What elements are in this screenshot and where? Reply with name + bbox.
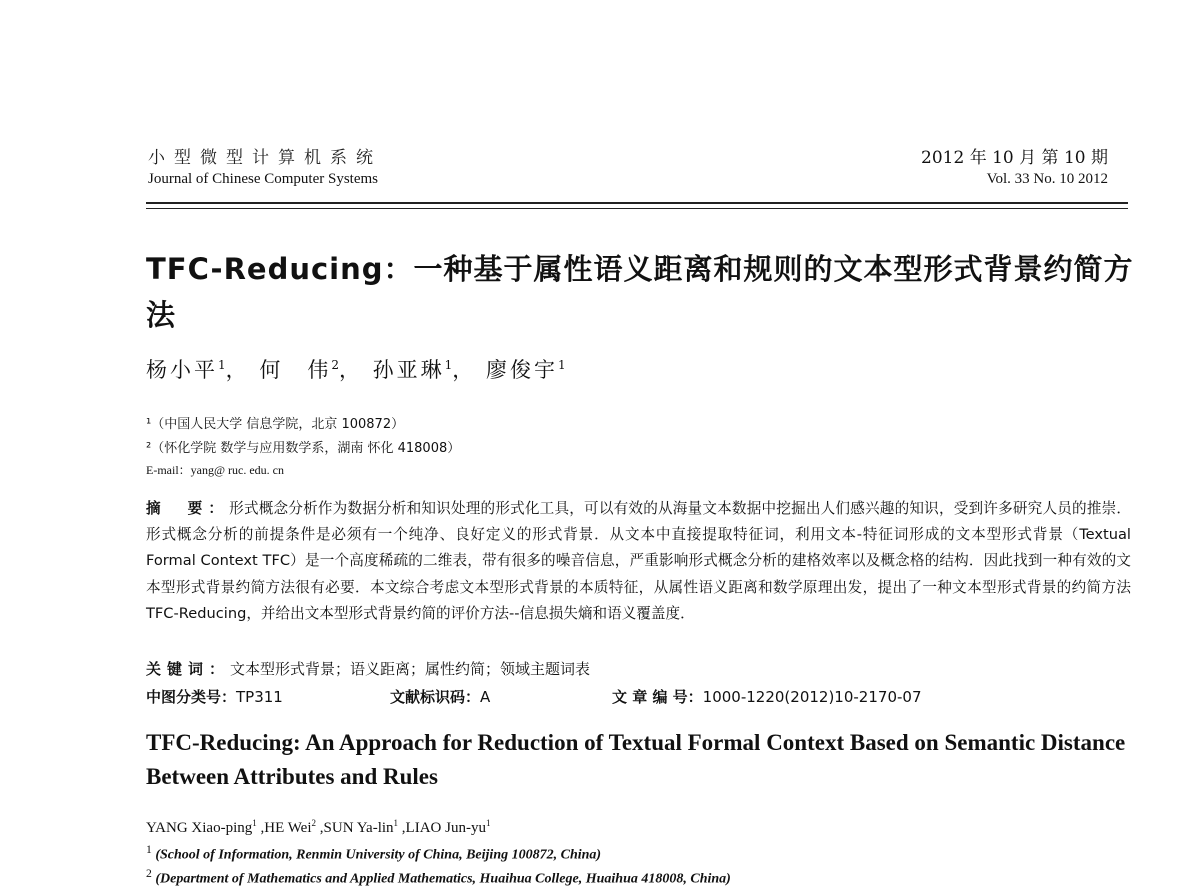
abstract-label: 摘 要： (146, 500, 230, 517)
article-no-label: 文 章 编 号： (612, 688, 703, 706)
affiliation-cn-2: ²（怀化学院 数学与应用数学系，湖南 怀化 418008） (146, 441, 461, 456)
author-name: 何 伟 (259, 358, 332, 382)
keywords-label: 关键词： (146, 660, 231, 678)
document-code (390, 686, 490, 707)
affiliation-en-1 (146, 843, 601, 864)
author-affiliation-mark: 1 (485, 818, 491, 828)
author-affiliation-mark: 1 (444, 358, 453, 372)
author-affiliation-mark: 1 (218, 358, 226, 372)
author-name-en: SUN Ya-lin (323, 820, 394, 836)
clc-label: 中图分类号： (146, 688, 237, 706)
author-affiliation-mark: 2 (311, 818, 317, 828)
author-affiliation-mark: 1 (557, 358, 566, 372)
header-rule-thick (146, 202, 1128, 204)
author-name-en: YANG Xiao-ping (146, 820, 253, 836)
article-no-value: 1000-1220(2012)10-2170-07 (702, 688, 922, 706)
author-list-en: YANG Xiao-ping$^1$ ,HE Wei$^2$ ,SUN Ya-lin$^1$ ,LIAO Jun-$yu^1$ (146, 818, 491, 836)
author-name: 孙亚琳 (372, 358, 445, 382)
author-name-en: LIAO Jun-yu (405, 820, 486, 836)
doc-code-label: 文献标识码： (390, 688, 481, 706)
affiliation-text: (School of Information, Renmin University of China, Beijing 100872, China) (155, 847, 602, 863)
issue-date-cn: 2012 年 10 月 第 10 期 (921, 148, 1108, 168)
affiliation-number: 1 (146, 843, 152, 856)
author-name-en: HE Wei (264, 820, 312, 836)
clc-value: TP311 (236, 688, 283, 706)
volume-number: Vol. 33 No. 10 2012 (986, 171, 1108, 187)
affiliation-number: 2 (146, 867, 152, 880)
paper-title-cn: TFC-Reducing：一种基于属性语义距离和规则的文本型形式背景约简方法 (146, 252, 1134, 332)
header-rule-thin (146, 208, 1128, 209)
email-address: E-mail：yang@ ruc. edu. cn (146, 463, 285, 477)
author-name: 杨小平 (146, 358, 218, 382)
article-number (612, 686, 921, 707)
affiliation-text: (Department of Mathematics and Applied Mathematics, Huaihua College, Huaihua 418008, China) (155, 871, 731, 887)
author-affiliation-mark: 2 (331, 358, 339, 372)
author-affiliation-mark: 1 (252, 818, 257, 828)
clc-number (146, 686, 283, 707)
author-name: 廖俊宇 (485, 358, 558, 382)
journal-name-en: Journal of Chinese Computer Systems (148, 171, 378, 187)
keywords-cn (146, 658, 590, 679)
paper-title-en: TFC-Reducing: An Approach for Reduction of Textual Formal Context Based on Semantic Distance Between Attributes and Rules (146, 730, 1126, 789)
abstract-cn (146, 496, 1131, 627)
keywords-text: 文本型形式背景；语义距离；属性约简；领域主题词表 (230, 660, 591, 678)
author-affiliation-mark: 1 (393, 818, 399, 828)
affiliation-cn-1: ¹（中国人民大学 信息学院，北京 100872） (146, 417, 405, 432)
journal-name-cn: 小型微型计算机系统 (148, 148, 382, 168)
author-list-cn: 杨小平$^1$， 何 伟$^2$， 孙亚琳$^1$， 廖俊宇$^1$ (146, 358, 566, 382)
doc-code-value: A (480, 688, 491, 706)
affiliation-en-2 (146, 867, 731, 888)
abstract-text: 形式概念分析作为数据分析和知识处理的形式化工具，可以有效的从海量文本数据中挖掘出人们感兴趣的知识，受到许多研究人员的推崇．形式概念分析的前提条件是必须有一个纯净、良好定义的形式背景．从文本中直接提取特征词，利用文本-特征词形成的文本型形式背景（Textual Formal Context TFC）是一个高度稀疏的二维表，带有很多的噪音信息，严重影响形式概念分析的建格效率以及概念格的结构．因此找到一种有效的文本型形式背景约简方法很有必要．本文综合考虑文本型形式背景的本质特征，从属性语义距离和数学原理出发，提出了一种文本型形式背景的约简方法 TFC-Reducing，并给出文本型形式背景约简的评价方法--信息损失熵和语义覆盖度． (146, 500, 1131, 622)
